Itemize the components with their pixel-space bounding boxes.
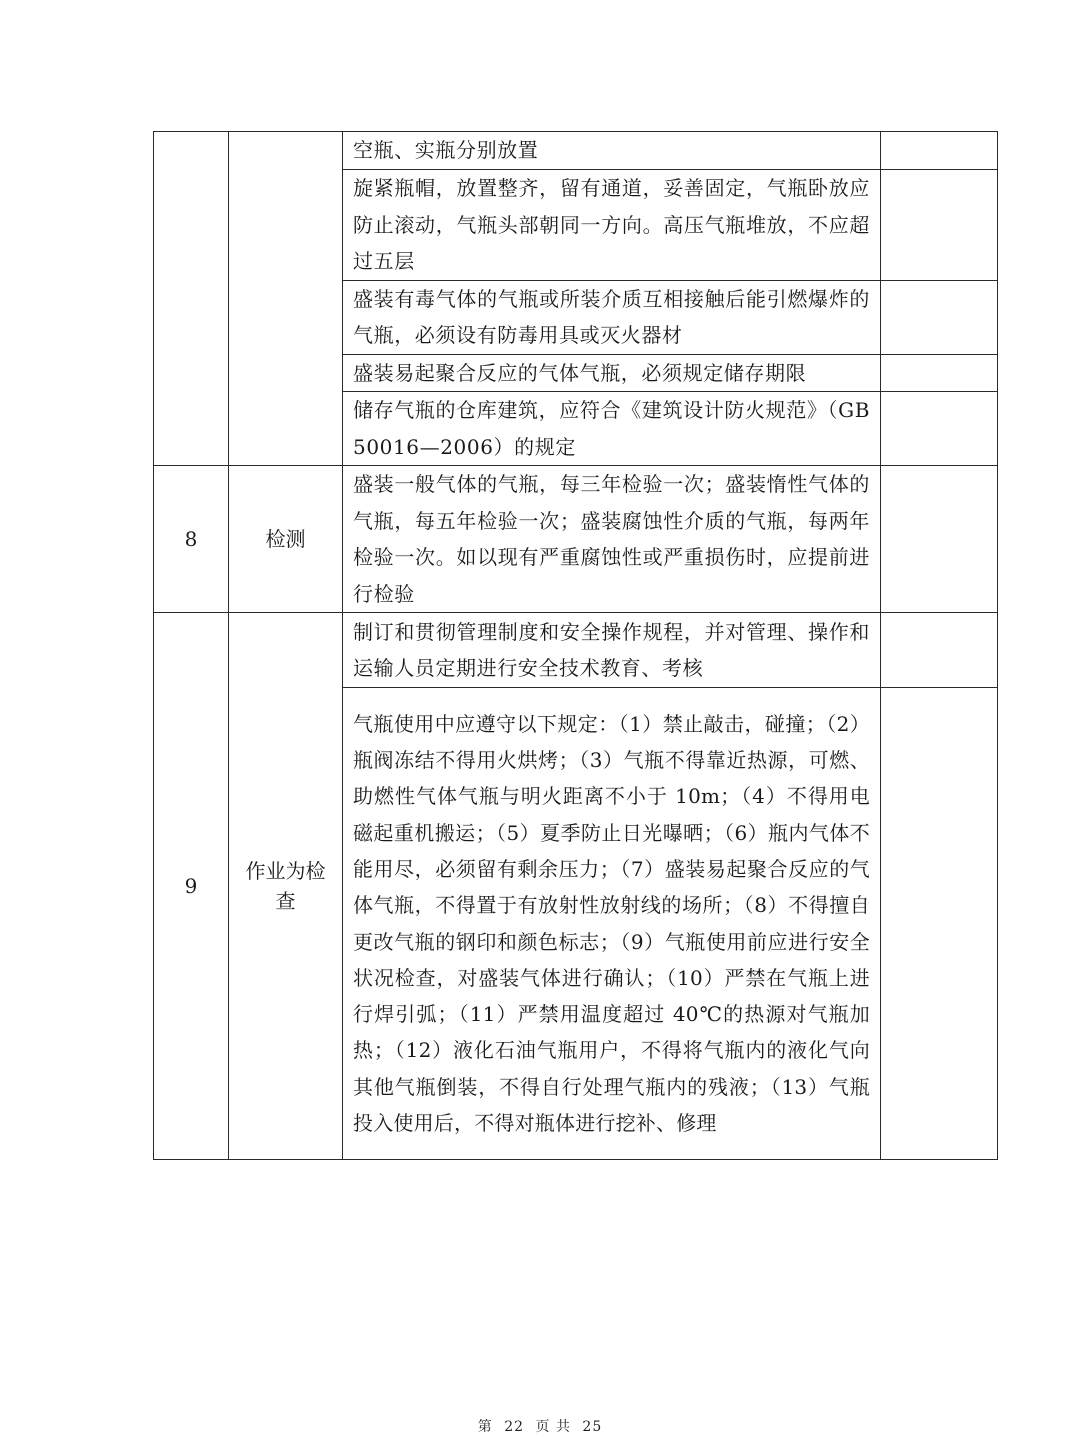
requirement-cell: 气瓶使用中应遵守以下规定：（1）禁止敲击，碰撞；（2）瓶阀冻结不得用火烘烤；（3）气瓶不得靠近热源，可燃、助燃性气体气瓶与明火距离不小于 10m；（4）不得用电磁起重机搬运；（5）夏季防止日光曝晒；（6）瓶内气体不能用尽，必须留有剩余压力；（7）盛装易起聚合反应的气体气瓶，不得置于有放射性放射线的场所；（8）不得擅自更改气瓶的钢印和颜色标志；（9）气瓶使用前应进行安全状况检查，对盛装气体进行确认；（10）严禁在气瓶上进行焊引弧；（11）严禁用温度超过 40℃的热源对气瓶加热；（12）液化石油气瓶用户，不得将气瓶内的液化气向其他气瓶倒装，不得自行处理气瓶内的残液；（13）气瓶投入使用后，不得对瓶体进行挖补、修理 [343, 688, 881, 1160]
footer-total-pages: 25 [582, 1419, 603, 1435]
footer-middle: 页 共 [535, 1419, 571, 1435]
table-row [154, 132, 998, 170]
row-number-cell: 9 [154, 613, 229, 1160]
requirement-cell: 盛装有毒气体的气瓶或所装介质互相接触后能引燃爆炸的气瓶，必须设有防毒用具或灭火器材 [343, 280, 881, 354]
requirement-cell: 旋紧瓶帽，放置整齐，留有通道，妥善固定，气瓶卧放应防止滚动，气瓶头部朝同一方向。高压气瓶堆放，不应超过五层 [343, 170, 881, 281]
result-cell [881, 466, 998, 613]
row-number-cell: 8 [154, 466, 229, 613]
inspection-table [153, 131, 998, 1160]
table-row [154, 466, 998, 613]
table-row [154, 613, 998, 688]
requirement-cell: 制订和贯彻管理制度和安全操作规程，并对管理、操作和运输人员定期进行安全技术教育、考核 [343, 613, 881, 688]
result-cell [881, 280, 998, 354]
item-cell: 检测 [229, 466, 343, 613]
result-cell [881, 392, 998, 466]
result-cell [881, 613, 998, 688]
requirement-cell: 储存气瓶的仓库建筑，应符合《建筑设计防火规范》（GB50016—2006）的规定 [343, 392, 881, 466]
result-cell [881, 132, 998, 170]
result-cell [881, 688, 998, 1160]
footer-prefix: 第 [477, 1419, 493, 1435]
result-cell [881, 354, 998, 392]
item-cell [229, 132, 343, 466]
requirement-cell: 盛装易起聚合反应的气体气瓶，必须规定储存期限 [343, 354, 881, 392]
row-number-cell [154, 132, 229, 466]
item-cell: 作业为检查 [229, 613, 343, 1160]
requirement-cell: 空瓶、实瓶分别放置 [343, 132, 881, 170]
page-footer [0, 1416, 1080, 1436]
requirement-cell: 盛装一般气体的气瓶，每三年检验一次；盛装惰性气体的气瓶，每五年检验一次；盛装腐蚀性介质的气瓶，每两年检验一次。如以现有严重腐蚀性或严重损伤时，应提前进行检验 [343, 466, 881, 613]
footer-page-number: 22 [504, 1419, 525, 1435]
result-cell [881, 170, 998, 281]
